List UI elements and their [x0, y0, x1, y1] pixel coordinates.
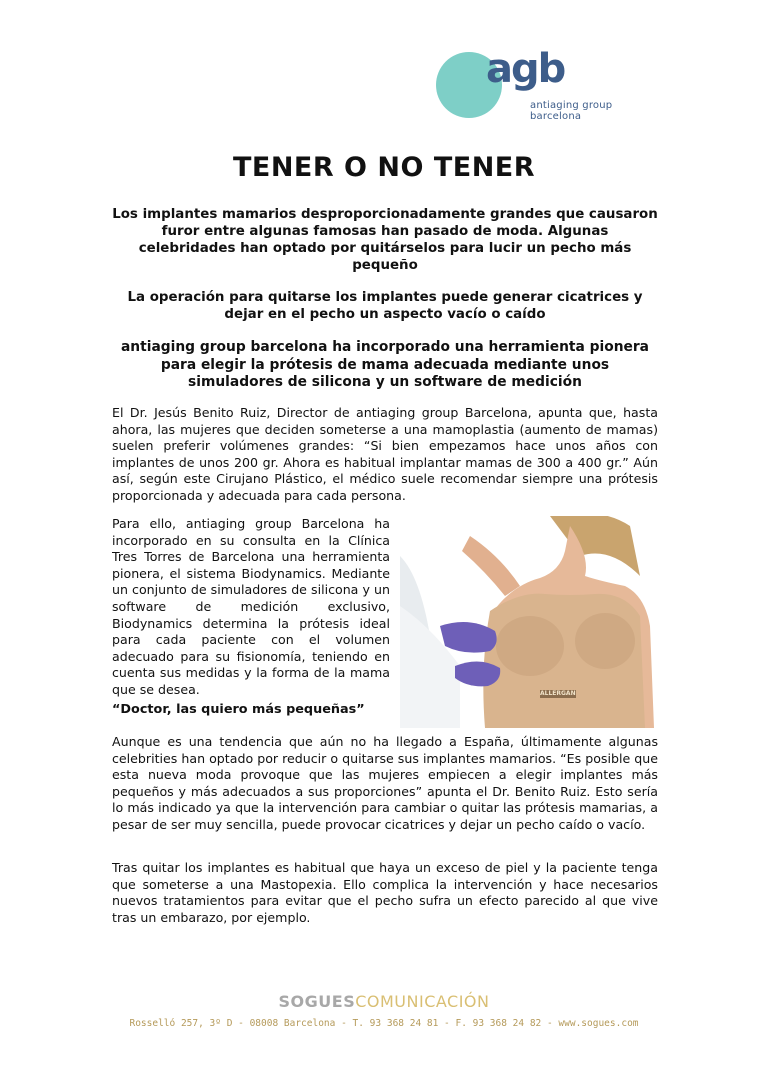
body-paragraph-2: Para ello, antiaging group Barcelona ha incorporado en su consulta en la Clínica Tres Torres de Barcelona una herramienta pionera, el sistema Biodynamics. Mediante un conjunto de simuladores de silicona y un software de medición exclusivo, Biodynamics determina la prótesis ideal para cada paciente con el volumen adecuado para su fisionomía, teniendo en cuenta sus medidas y la forma de la mama que se desea. [112, 516, 390, 697]
agb-logo [436, 46, 656, 122]
logo-tagline: antiaging group barcelona [530, 100, 613, 122]
page-title: TENER O NO TENER [232, 152, 536, 183]
subheading: “Doctor, las quiero más pequeñas” [112, 702, 365, 717]
body-paragraph-4: Tras quitar los implantes es habitual que haya un exceso de piel y la paciente tenga que someterse a una Mastopexia. Ello complica la intervención y hace necesarios nuevos tratamientos para evitar que el pecho sufra un efecto parecido al que vive tras un embarazo, por ejemplo. [112, 860, 658, 925]
body-paragraph-3: Aunque es una tendencia que aún no ha llegado a España, últimamente algunas celebrities han optado por reducir o quitarse sus implantes mamarios. “Es posible que esta nueva moda provoque que las mujeres empiecen a elegir implantes más pequeños y más adecuados a sus proporciones” apunta el Dr. Benito Ruiz. Esto sería lo más indicado ya que la intervención para cambiar o quitar las prótesis mamarias, a pesar de ser muy sencilla, puede provocar cicatrices y dejar un pecho caído o vacío. [112, 734, 658, 832]
shirt-label: ALLERGAN [540, 690, 576, 697]
photo-illustration [400, 516, 654, 728]
footer-logo [0, 992, 768, 1011]
footer-brand-2: COMUNICACIÓN [355, 992, 490, 1011]
logo-mark: agb [486, 46, 565, 92]
body-paragraph-1: El Dr. Jesús Benito Ruiz, Director de antiaging group Barcelona, apunta que, hasta ahora, las mujeres que deciden someterse a una mamoplastia (aumento de mamas) suelen preferir volúmenes grandes: “Si bien empezamos hace unos años con implantes de unos 200 gr. Ahora es habitual implantar mamas de 300 a 400 gr.” Aún así, según este Cirujano Plástico, el médico suele recomendar siempre una prótesis proporcionada y adecuada para cada persona. [112, 405, 658, 503]
lead-paragraph-1: Los implantes mamarios desproporcionadamente grandes que causaron furor entre algunas famosas han pasado de moda. Algunas celebridades han optado por quitárselos para lucir un pecho más pequeño [112, 207, 658, 273]
footer-address: Rosselló 257, 3º D - 08008 Barcelona - T. 93 368 24 81 - F. 93 368 24 82 - www.sogues.com [129, 1018, 639, 1029]
footer-brand-1: SOGUES [278, 992, 356, 1011]
lead-paragraph-3: antiaging group barcelona ha incorporado una herramienta pionera para elegir la prótesis de mama adecuada mediante unos simuladores de silicona y un software de medición [120, 339, 649, 390]
lead-paragraph-2: La operación para quitarse los implantes puede generar cicatrices y dejar en el pecho un aspecto vacío o caído [127, 290, 643, 322]
patient-photo [400, 516, 654, 728]
